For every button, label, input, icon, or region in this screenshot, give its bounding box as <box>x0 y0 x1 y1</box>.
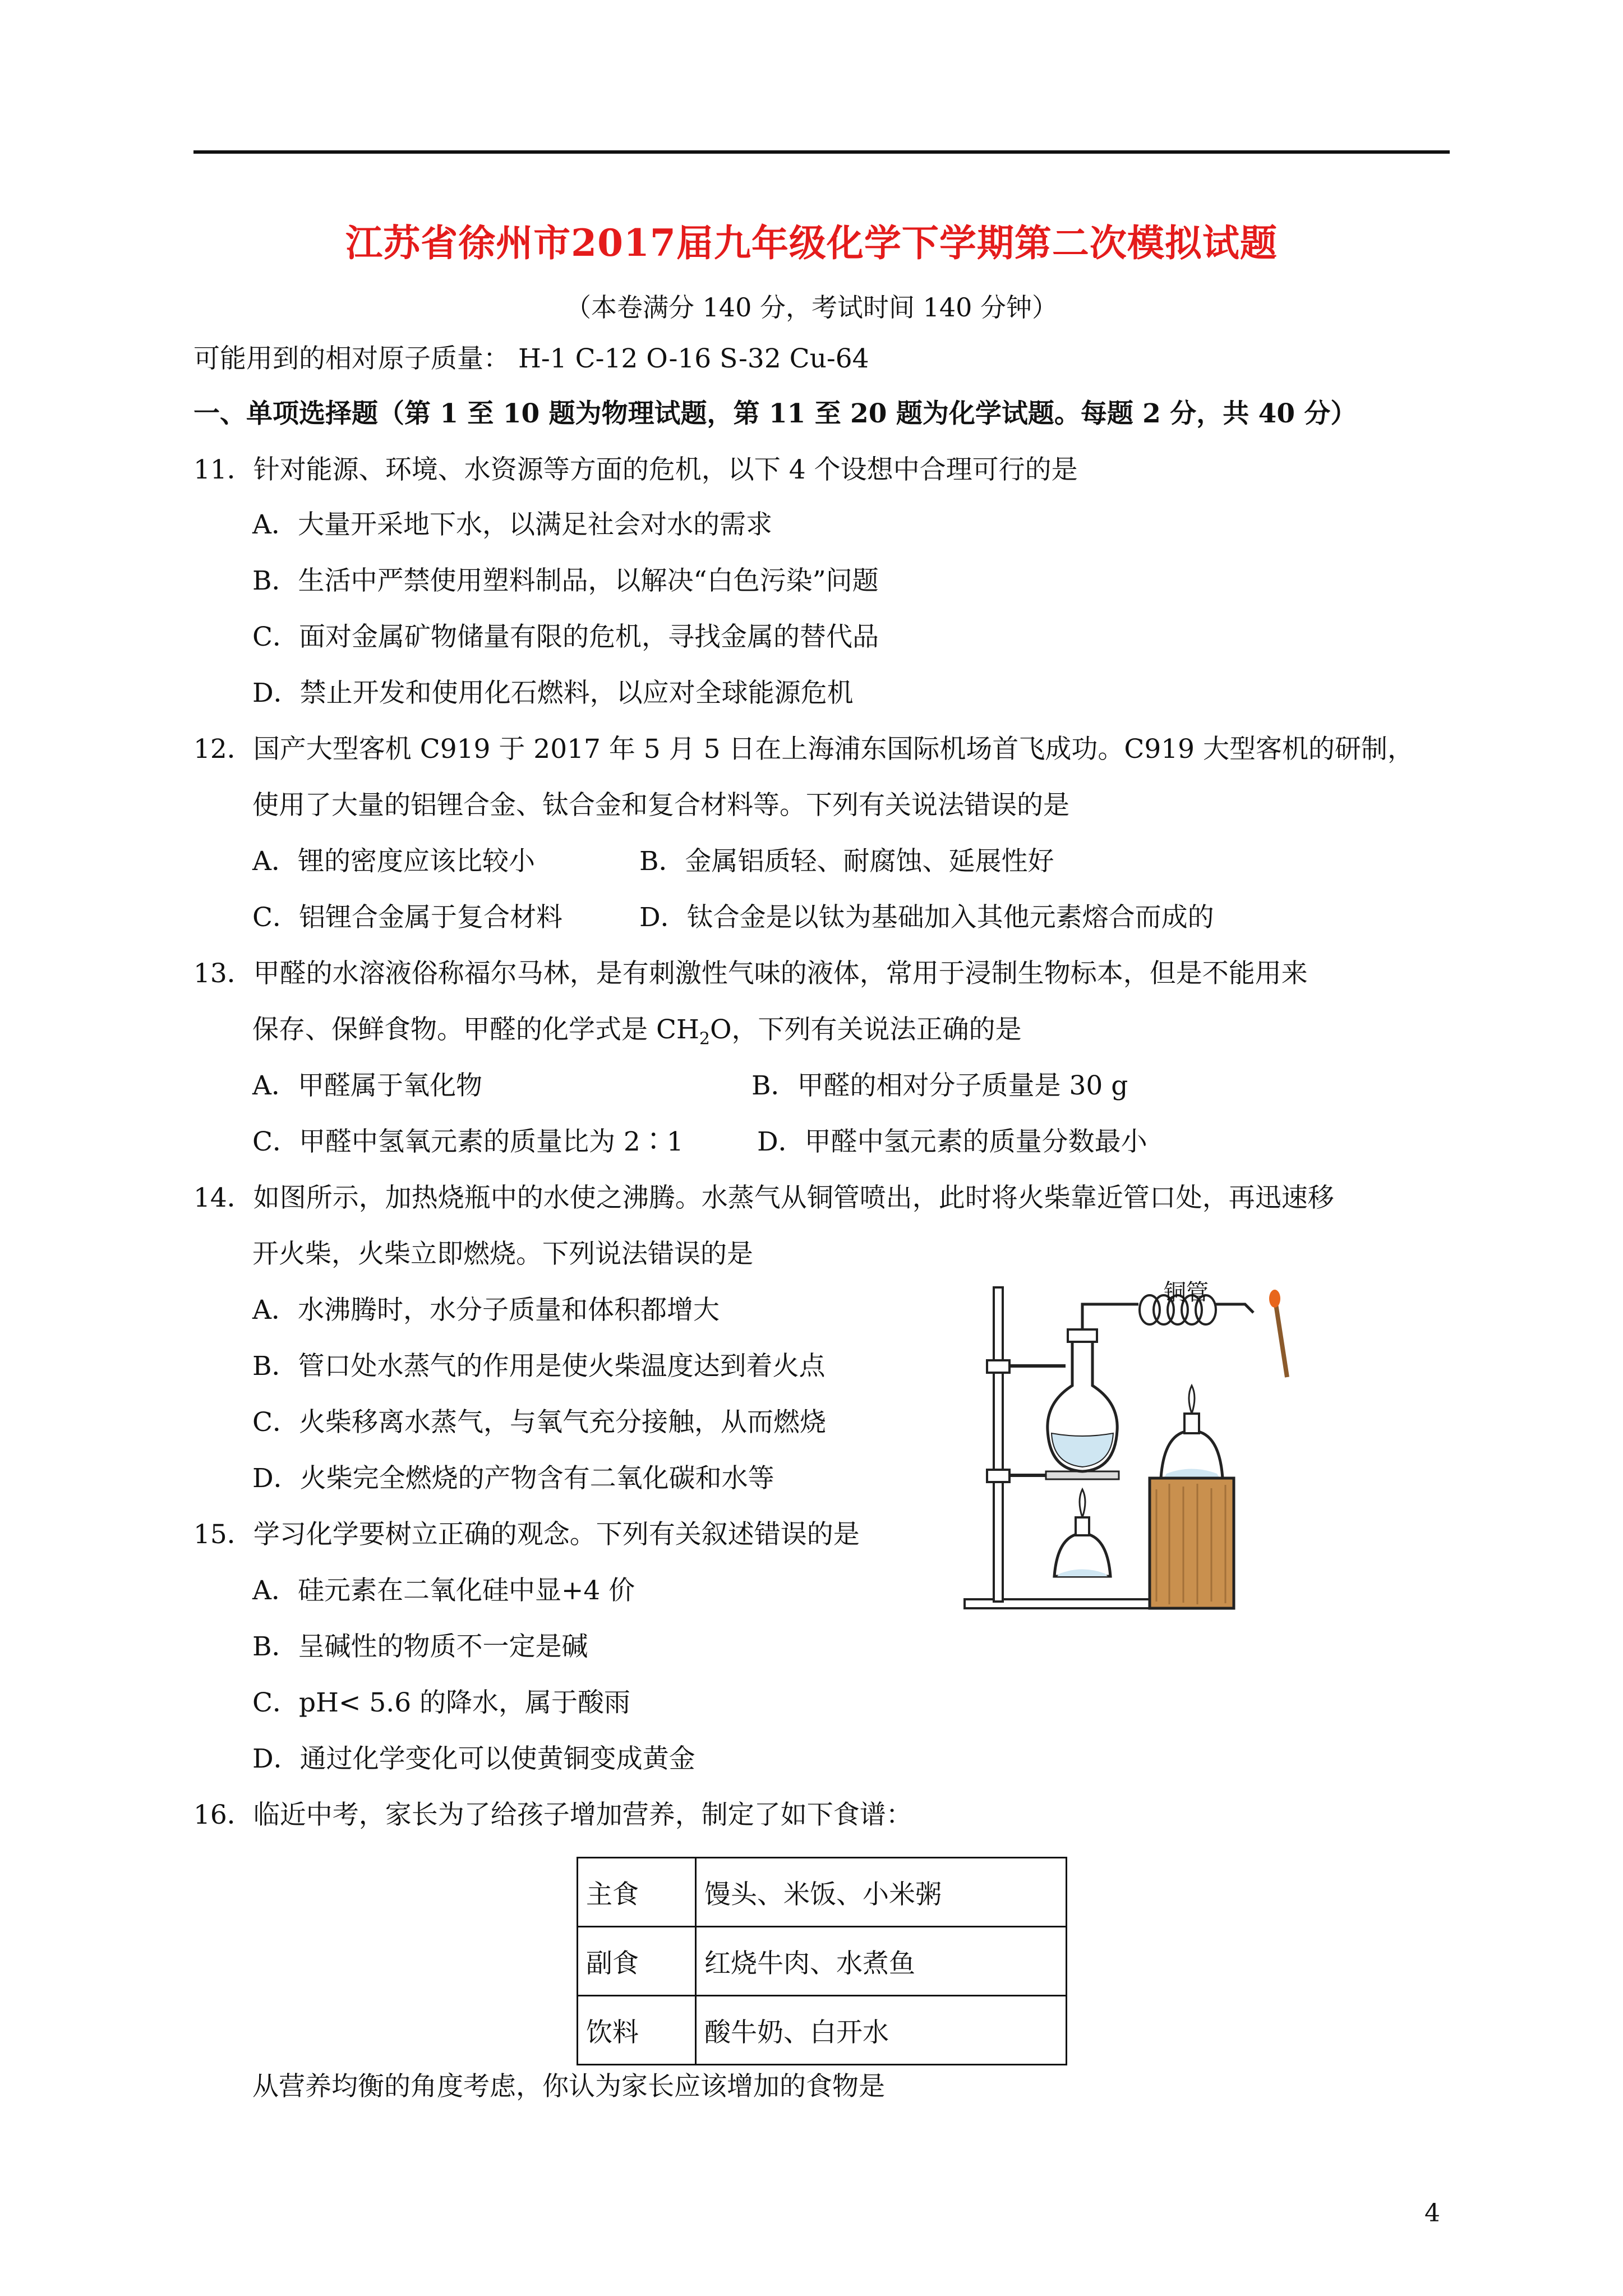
q12-stem-cont: 使用了大量的铝锂合金、钛合金和复合材料等。下列有关说法错误的是 <box>252 790 1069 821</box>
menu-table <box>577 1857 1067 2065</box>
q14-stem: 14．如图所示，加热烧瓶中的水使之沸腾。水蒸气从铜管喷出，此时将火柴靠近管口处，再迅速移 <box>193 1182 1334 1213</box>
q11-option-a: A．大量开采地下水，以满足社会对水的需求 <box>252 509 772 540</box>
atomic-masses: 可能用到的相对原子质量： H-1 C-12 O-16 S-32 Cu-64 <box>193 343 869 374</box>
menu-category: 饮料 <box>578 1996 696 2065</box>
q13-option-d: D．甲醛中氢元素的质量分数最小 <box>757 1126 1147 1157</box>
q14-stem-cont: 开火柴，火柴立即燃烧。下列说法错误的是 <box>252 1239 753 1269</box>
q11-option-d: D．禁止开发和使用化石燃料，以应对全球能源危机 <box>252 678 854 708</box>
q12-option-a: A．锂的密度应该比较小 <box>252 846 535 877</box>
flask-stopper <box>1068 1329 1097 1342</box>
q16-stem: 16．临近中考，家长为了给孩子增加营养，制定了如下食谱： <box>193 1800 912 1830</box>
q12-option-c: C．铝锂合金属于复合材料 <box>252 902 562 933</box>
apparatus-figure <box>948 1271 1312 1624</box>
q13-option-c: C．甲醛中氢氧元素的质量比为 2∶1 <box>252 1126 684 1157</box>
q13-formula-subscript: 2 <box>699 1029 710 1049</box>
q13-stem: 13．甲醛的水溶液俗称福尔马林，是有刺激性气味的液体，常用于浸制生物标本，但是不能用来 <box>193 958 1308 989</box>
match-flame <box>1269 1290 1280 1308</box>
table-row <box>578 1927 1067 1996</box>
q15-option-b: B．呈碱性的物质不一定是碱 <box>252 1631 588 1662</box>
q13-option-a: A．甲醛属于氧化物 <box>252 1070 482 1101</box>
q14-option-c: C．火柴移离水蒸气，与氧气充分接触，从而燃烧 <box>252 1407 826 1438</box>
table-row <box>578 1996 1067 2065</box>
exam-info: （本卷满分 140 分，考试时间 140 分钟） <box>565 292 1058 323</box>
figure-label-copper-tube: 铜管 <box>1164 1280 1209 1305</box>
q15-option-c: C．pH< 5.6 的降水，属于酸雨 <box>252 1687 631 1718</box>
q15-option-a: A．硅元素在二氧化硅中显+4 价 <box>252 1575 635 1606</box>
menu-category: 副食 <box>578 1927 696 1996</box>
match-stick <box>1276 1304 1287 1377</box>
q11-option-b: B．生活中严禁使用塑料制品，以解决“白色污染”问题 <box>252 565 879 596</box>
page-title: 江苏省徐州市2017届九年级化学下学期第二次模拟试题 <box>345 221 1278 265</box>
menu-items: 酸牛奶、白开水 <box>696 1996 1067 2065</box>
table-row <box>578 1858 1067 1927</box>
menu-items: 红烧牛肉、水煮鱼 <box>696 1927 1067 1996</box>
q13-stem-cont-a: 保存、保鲜食物。甲醛的化学式是 CH <box>252 1014 699 1045</box>
q13-stem-cont <box>252 1013 1022 1056</box>
stand-base <box>965 1599 1150 1608</box>
q11-stem: 11．针对能源、环境、水资源等方面的危机，以下 4 个设想中合理可行的是 <box>193 454 1078 485</box>
copper-tube <box>1082 1304 1138 1329</box>
q13-stem-cont-b: O，下列有关说法正确的是 <box>709 1014 1022 1045</box>
q14-option-a: A．水沸腾时，水分子质量和体积都增大 <box>252 1295 720 1326</box>
q14-option-b: B．管口处水蒸气的作用是使火柴温度达到着火点 <box>252 1351 826 1382</box>
q12-stem: 12．国产大型客机 C919 于 2017 年 5 月 5 日在上海浦东国际机场首飞成功。C919 大型客机的研制， <box>193 734 1414 765</box>
page-number: 4 <box>1424 2199 1440 2228</box>
q13-option-b: B．甲醛的相对分子质量是 30 g <box>751 1070 1128 1101</box>
wooden-block <box>1150 1478 1234 1608</box>
q14-option-d: D．火柴完全燃烧的产物含有二氧化碳和水等 <box>252 1463 774 1494</box>
top-rule <box>193 150 1450 154</box>
q15-option-d: D．通过化学变化可以使黄铜变成黄金 <box>252 1743 695 1774</box>
q15-stem: 15．学习化学要树立正确的观念。下列有关叙述错误的是 <box>193 1519 860 1550</box>
q12-option-b: B．金属铝质轻、耐腐蚀、延展性好 <box>639 846 1054 877</box>
q11-option-c: C．面对金属矿物储量有限的危机，寻找金属的替代品 <box>252 622 879 652</box>
section-heading: 一、单项选择题（第 1 至 10 题为物理试题，第 11 至 20 题为化学试题。每题 2 分，共 40 分） <box>193 398 1357 429</box>
menu-items: 馒头、米饭、小米粥 <box>696 1858 1067 1927</box>
stand-rod <box>994 1287 1003 1602</box>
menu-category: 主食 <box>578 1858 696 1927</box>
q16-followup: 从营养均衡的角度考虑，你认为家长应该增加的食物是 <box>252 2071 885 2102</box>
q12-option-d: D．钛合金是以钛为基础加入其他元素熔合而成的 <box>639 902 1214 933</box>
